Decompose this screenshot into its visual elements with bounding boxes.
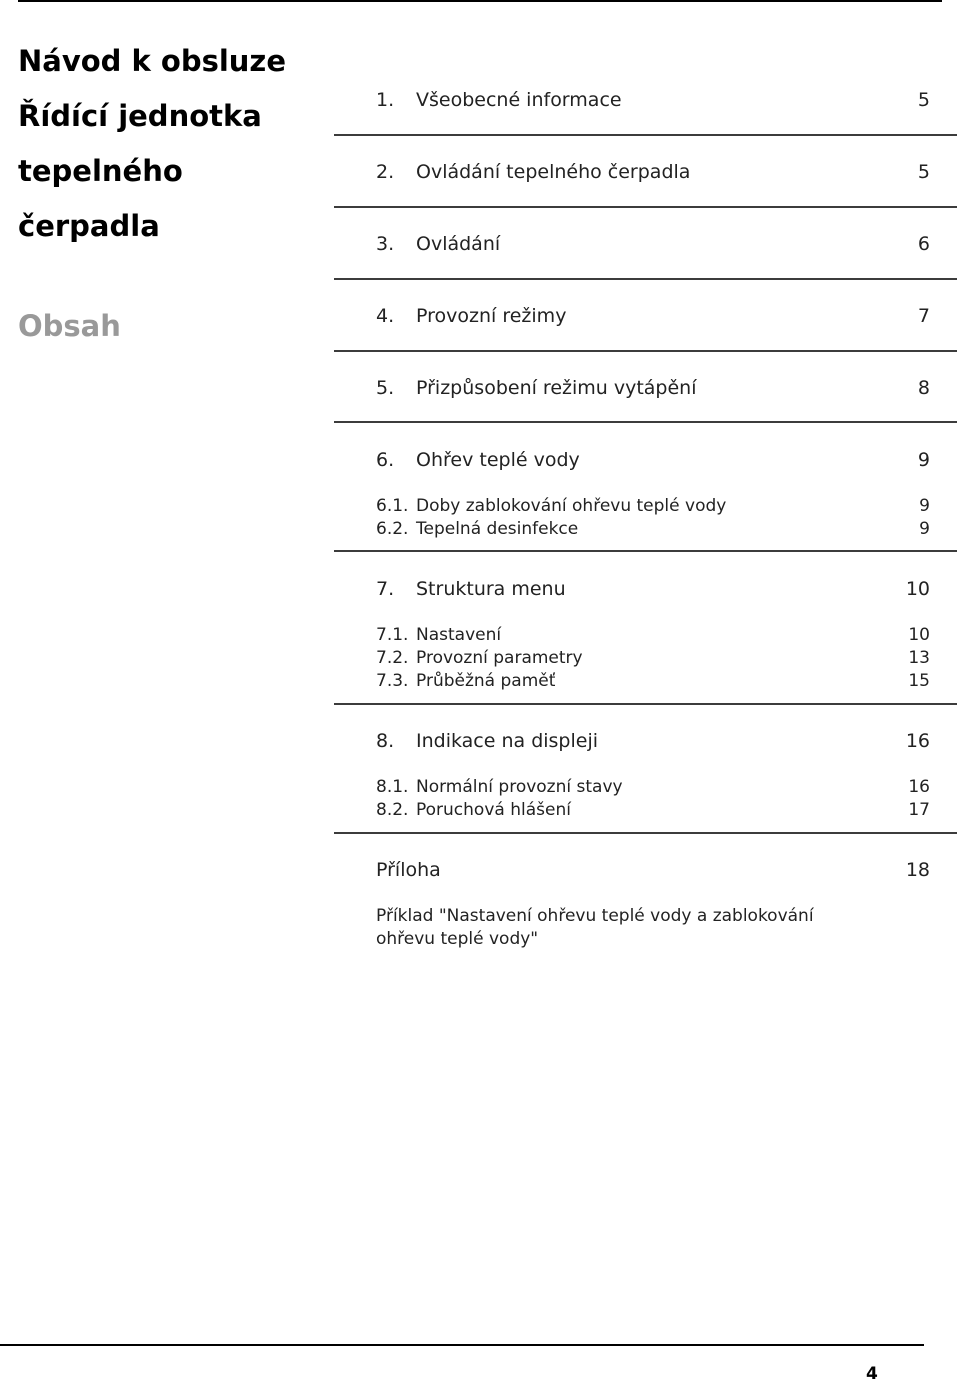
toc-entry-title: Indikace na displeji bbox=[416, 730, 599, 752]
toc-entry-page: 13 bbox=[908, 648, 930, 668]
toc-entry-title: Provozní parametry bbox=[416, 648, 583, 668]
toc-entry-number: 8.1. bbox=[376, 777, 409, 797]
toc-entry-number: 5. bbox=[376, 377, 395, 399]
toc-entry-6[interactable] bbox=[376, 448, 930, 472]
toc-entry-title: Normální provozní stavy bbox=[416, 777, 623, 797]
toc-entry-5[interactable] bbox=[376, 376, 930, 400]
toc-separator bbox=[334, 278, 957, 280]
title-line-1: Návod k obsluze bbox=[18, 44, 286, 78]
appendix-note-line-1: Příklad "Nastavení ohřevu teplé vody a zablokování bbox=[376, 906, 814, 926]
toc-entry-number: 6.1. bbox=[376, 496, 409, 516]
toc-entry-number: 8.2. bbox=[376, 800, 409, 820]
toc-entry-number: 6.2. bbox=[376, 519, 409, 539]
top-rule bbox=[18, 0, 942, 2]
toc-subentry-7-1[interactable] bbox=[376, 624, 930, 647]
toc-separator bbox=[334, 134, 957, 136]
toc-entry-title: Doby zablokování ohřevu teplé vody bbox=[416, 496, 727, 516]
toc-entry-page: 15 bbox=[908, 671, 930, 691]
toc-entry-page: 16 bbox=[908, 777, 930, 797]
toc-separator bbox=[334, 206, 957, 208]
toc-entry-number: 3. bbox=[376, 233, 395, 255]
toc-entry-number: 6. bbox=[376, 449, 395, 471]
toc-subentry-6-1[interactable] bbox=[376, 495, 930, 518]
toc-entry-number: 7.1. bbox=[376, 625, 409, 645]
toc-entry-3[interactable] bbox=[376, 232, 930, 256]
toc-separator bbox=[334, 421, 957, 423]
toc-entry-appendix[interactable] bbox=[376, 858, 930, 882]
toc-entry-page: 5 bbox=[917, 161, 930, 183]
toc-entry-title: Přizpůsobení režimu vytápění bbox=[416, 377, 697, 399]
toc-entry-title: Struktura menu bbox=[416, 578, 566, 600]
toc-separator bbox=[334, 832, 957, 834]
title-line-3: tepelného bbox=[18, 154, 183, 188]
toc-entry-number: 7.3. bbox=[376, 671, 409, 691]
title-line-2: Řídící jednotka bbox=[18, 99, 262, 133]
toc-entry-title: Poruchová hlášení bbox=[416, 800, 571, 820]
toc-entry-7[interactable] bbox=[376, 577, 930, 601]
toc-entry-4[interactable] bbox=[376, 304, 930, 328]
toc-entry-title: Ovládání tepelného čerpadla bbox=[416, 161, 691, 183]
toc-separator bbox=[334, 350, 957, 352]
toc-entry-number: 7.2. bbox=[376, 648, 409, 668]
appendix-note bbox=[376, 905, 936, 951]
toc-entry-title: Tepelná desinfekce bbox=[416, 519, 579, 539]
document-title bbox=[18, 34, 318, 254]
appendix-note-line-2: ohřevu teplé vody" bbox=[376, 929, 539, 949]
toc-entry-title: Všeobecné informace bbox=[416, 89, 622, 111]
toc-subentry-8-2[interactable] bbox=[376, 799, 930, 822]
toc-separator bbox=[334, 703, 957, 705]
toc-entry-title: Ovládání bbox=[416, 233, 501, 255]
toc-entry-2[interactable] bbox=[376, 160, 930, 184]
toc-entry-number: 1. bbox=[376, 89, 395, 111]
toc-subentry-7-2[interactable] bbox=[376, 647, 930, 670]
title-line-4: čerpadla bbox=[18, 209, 160, 243]
toc-entry-page: 8 bbox=[917, 377, 930, 399]
toc-entry-page: 9 bbox=[919, 496, 930, 516]
toc-entry-page: 9 bbox=[917, 449, 930, 471]
footer-rule bbox=[0, 1344, 924, 1346]
toc-entry-title: Průběžná paměť bbox=[416, 671, 556, 691]
toc-entry-page: 5 bbox=[917, 89, 930, 111]
toc-subentry-6-2[interactable] bbox=[376, 518, 930, 541]
toc-subentry-7-3[interactable] bbox=[376, 670, 930, 693]
toc-entry-number: 7. bbox=[376, 578, 395, 600]
toc-entry-page: 10 bbox=[905, 578, 930, 600]
toc-entry-number: 2. bbox=[376, 161, 395, 183]
toc-separator bbox=[334, 550, 957, 552]
toc-entry-title: Ohřev teplé vody bbox=[416, 449, 580, 471]
toc-entry-page: 10 bbox=[908, 625, 930, 645]
page-number: 4 bbox=[866, 1364, 878, 1384]
toc-entry-8[interactable] bbox=[376, 729, 930, 753]
toc-entry-page: 7 bbox=[917, 305, 930, 327]
toc-entry-title: Nastavení bbox=[416, 625, 502, 645]
toc-entry-page: 18 bbox=[905, 859, 930, 881]
toc-entry-1[interactable] bbox=[376, 88, 930, 112]
toc-entry-page: 17 bbox=[908, 800, 930, 820]
toc-entry-page: 16 bbox=[905, 730, 930, 752]
toc-subentry-8-1[interactable] bbox=[376, 776, 930, 799]
toc-appendix-title: Příloha bbox=[376, 859, 441, 881]
toc-entry-page: 6 bbox=[917, 233, 930, 255]
toc-entry-page: 9 bbox=[919, 519, 930, 539]
toc-entry-number: 4. bbox=[376, 305, 395, 327]
toc-entry-number: 8. bbox=[376, 730, 395, 752]
toc-entry-title: Provozní režimy bbox=[416, 305, 567, 327]
contents-heading: Obsah bbox=[18, 309, 121, 343]
